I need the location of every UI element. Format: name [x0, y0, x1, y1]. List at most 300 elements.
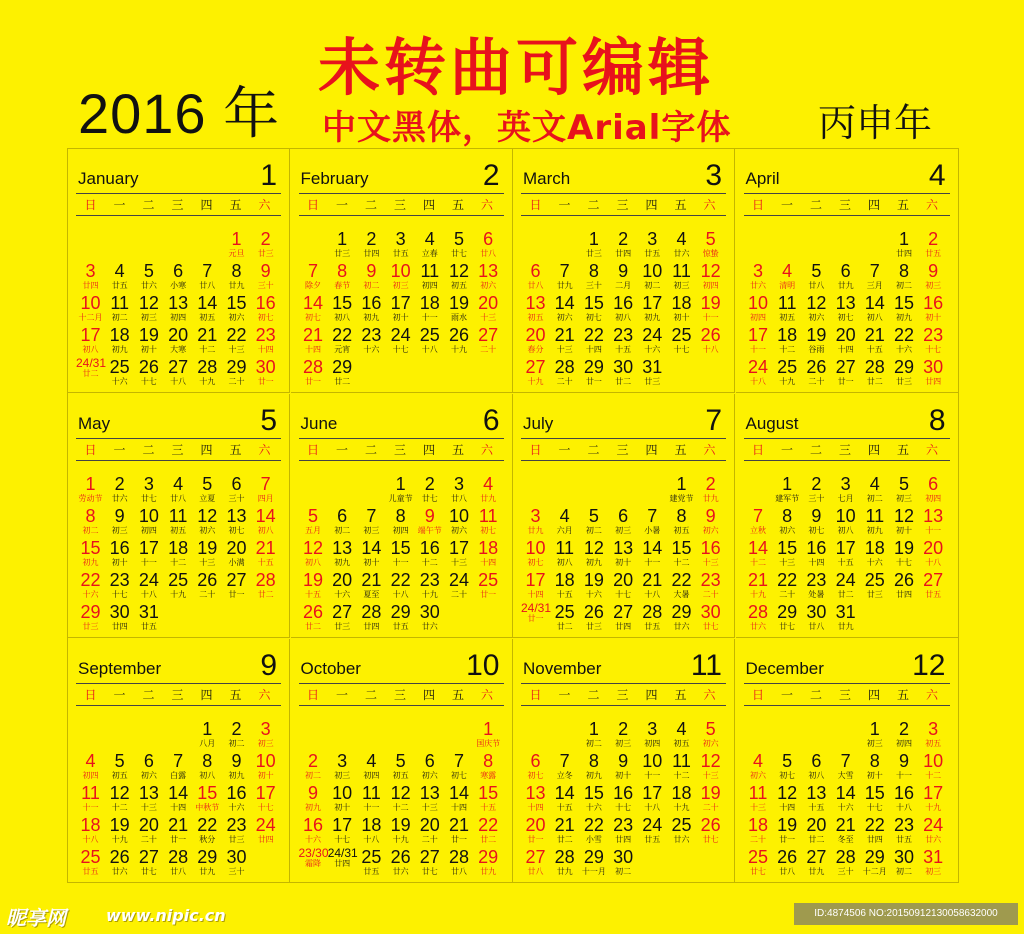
month-number: 1 [260, 159, 277, 192]
day-cell [638, 325, 667, 356]
day-number: 13 [525, 293, 546, 313]
day-number: 21 [255, 538, 276, 558]
day-number: 2 [618, 229, 629, 249]
day-cell [474, 293, 503, 324]
lunar-label: 初九 [363, 313, 380, 322]
day-cell [164, 293, 193, 324]
day-cell [222, 229, 251, 260]
lunar-label: 清明 [779, 281, 796, 290]
day-cell [415, 570, 444, 601]
day-number: 5 [202, 474, 213, 494]
lunar-label: 初五 [527, 313, 544, 322]
month-name: December [745, 659, 824, 678]
day-number: 13 [613, 538, 634, 558]
day-cell [357, 570, 386, 601]
lunar-label: 廿八 [199, 281, 216, 290]
day-cell [164, 847, 193, 878]
month-name: November [523, 659, 602, 678]
day-cell [299, 602, 328, 633]
day-cell [667, 783, 696, 814]
day-cell [474, 261, 503, 292]
day-number: 17 [525, 570, 546, 590]
day-cell [667, 325, 696, 356]
day-cell [134, 357, 163, 388]
divider [299, 438, 504, 439]
day-number: 10 [642, 261, 663, 281]
month-number: 7 [705, 404, 722, 437]
day-number: 21 [747, 570, 769, 590]
day-cell [386, 261, 415, 292]
day-cell [164, 261, 193, 292]
day-cell [579, 751, 608, 782]
lunar-label: 廿三 [257, 249, 274, 258]
weekday-label: 六 [703, 688, 716, 702]
day-number: 21 [835, 815, 856, 835]
day-number: 30 [613, 357, 634, 377]
weekday-label: 一 [113, 688, 126, 702]
day-cell [579, 815, 608, 846]
day-cell [251, 325, 280, 356]
day-number: 1 [337, 229, 348, 249]
day-number: 21 [168, 815, 189, 835]
lunar-label: 初七 [257, 313, 274, 322]
lunar-label: 十六 [837, 803, 854, 812]
lunar-label: 廿三 [644, 377, 661, 386]
day-cell [76, 847, 105, 878]
lunar-label: 廿八 [451, 867, 467, 876]
day-number: 8 [202, 751, 213, 771]
weekday-label: 四 [645, 198, 658, 212]
weekday-header [299, 441, 503, 459]
day-cell [860, 506, 889, 537]
day-cell [919, 357, 948, 388]
day-cell [802, 570, 831, 601]
day-number: 10 [138, 506, 159, 526]
lunar-label: 廿八 [480, 249, 497, 258]
lunar-label: 雨水 [451, 313, 467, 322]
lunar-label: 初三 [673, 281, 690, 290]
day-number: 19 [448, 293, 470, 313]
day-cell [773, 751, 802, 782]
lunar-label: 十三 [480, 313, 497, 322]
day-cell [744, 602, 773, 633]
divider [299, 215, 504, 216]
day-number: 12 [777, 783, 798, 803]
month-number: 12 [912, 649, 946, 682]
day-number: 28 [747, 602, 769, 622]
day-number: 23 [613, 815, 634, 835]
day-cell [919, 847, 948, 878]
lunar-label: 十三 [750, 803, 766, 812]
day-cell [521, 847, 550, 878]
day-number: 9 [307, 783, 318, 803]
day-cell [890, 506, 919, 537]
day-number: 19 [583, 570, 604, 590]
lunar-label: 大寒 [170, 345, 187, 354]
day-cell [222, 783, 251, 814]
lunar-label: 劳动节 [78, 494, 103, 503]
lunar-label: 初六 [702, 739, 719, 748]
day-cell [386, 751, 415, 782]
day-number: 24/31 [76, 356, 107, 370]
weekday-header [299, 686, 503, 704]
day-cell [521, 815, 550, 846]
day-cell [638, 506, 667, 537]
day-cell [105, 602, 134, 633]
day-number: 17 [138, 538, 159, 558]
day-number: 8 [676, 506, 687, 526]
lunar-label: 初三 [257, 739, 274, 748]
day-cell [831, 474, 860, 505]
lunar-label: 初七 [779, 771, 796, 780]
day-cell [550, 261, 579, 292]
day-number: 16 [923, 293, 944, 313]
day-cell [696, 719, 725, 750]
day-number: 24 [390, 325, 411, 345]
day-number: 9 [114, 506, 125, 526]
day-cell [890, 815, 919, 846]
day-number: 17 [80, 325, 101, 345]
day-cell [105, 783, 134, 814]
lunar-label: 三十 [585, 281, 602, 290]
day-number: 1 [588, 229, 599, 249]
day-number: 13 [835, 293, 856, 313]
lunar-label: 廿七 [750, 867, 766, 876]
day-number: 2 [260, 229, 271, 249]
day-number: 22 [671, 570, 692, 590]
divider [744, 460, 950, 461]
day-number: 8 [337, 261, 348, 281]
day-cell [609, 293, 638, 324]
lunar-label: 寒露 [480, 771, 497, 780]
day-cell [193, 506, 222, 537]
lunar-label: 廿八 [451, 494, 467, 503]
day-cell [696, 325, 725, 356]
day-number: 9 [811, 506, 822, 526]
day-number: 27 [835, 357, 856, 377]
day-cell [299, 783, 328, 814]
day-number: 12 [138, 293, 159, 313]
day-cell [638, 751, 667, 782]
weekday-label: 六 [258, 198, 271, 212]
day-number: 6 [483, 229, 494, 249]
day-cell [521, 783, 550, 814]
lunar-label: 十七 [334, 835, 351, 844]
lunar-label: 十一 [925, 526, 942, 535]
day-number: 18 [671, 293, 692, 313]
day-number: 14 [448, 783, 470, 803]
weekday-label: 日 [751, 443, 764, 457]
day-number: 3 [840, 474, 851, 494]
lunar-label: 廿五 [140, 622, 157, 631]
lunar-label: 初三 [896, 494, 912, 503]
weekday-label: 三 [616, 198, 629, 212]
red-subtitle: 中文黑体，英文Arial字体 [322, 108, 732, 148]
lunar-label: 廿五 [644, 249, 661, 258]
day-number: 23 [806, 570, 827, 590]
day-number: 13 [226, 506, 247, 526]
day-number: 14 [554, 293, 575, 313]
day-cell [860, 474, 889, 505]
day-cell [860, 815, 889, 846]
day-number: 29 [864, 847, 885, 867]
day-number: 19 [700, 783, 721, 803]
day-number: 12 [700, 751, 721, 771]
day-number: 23 [419, 570, 440, 590]
lunar-label: 初八 [866, 313, 883, 322]
month-number: 6 [482, 404, 500, 437]
lunar-label: 廿九 [480, 867, 497, 876]
day-cell [251, 815, 280, 846]
month-november [513, 639, 735, 883]
lunar-label: 十三 [702, 771, 719, 780]
day-number: 23 [613, 325, 634, 345]
day-cell [76, 538, 105, 569]
weekday-label: 四 [200, 688, 213, 702]
day-number: 27 [332, 602, 353, 622]
day-cell [474, 815, 503, 846]
day-number: 7 [173, 751, 184, 771]
day-cell [550, 602, 579, 633]
day-number: 22 [226, 325, 247, 345]
lunar-label: 廿九 [808, 867, 825, 876]
day-number: 27 [138, 847, 159, 867]
day-number: 15 [583, 783, 604, 803]
day-number: 8 [395, 506, 406, 526]
day-number: 21 [361, 570, 382, 590]
weekday-label: 六 [925, 198, 938, 212]
day-number: 19 [700, 293, 721, 313]
lunar-label: 十七 [392, 345, 409, 354]
day-number: 5 [114, 751, 125, 771]
lunar-label: 初二 [228, 739, 245, 748]
day-cell [134, 602, 163, 633]
day-number: 20 [332, 570, 353, 590]
day-cell [299, 538, 328, 569]
lunar-label: 十六 [585, 590, 602, 599]
day-cell [860, 538, 889, 569]
weekday-label: 五 [896, 688, 909, 702]
month-number: 5 [260, 404, 277, 437]
divider [76, 683, 281, 684]
day-number: 18 [109, 325, 130, 345]
day-number: 17 [835, 538, 856, 558]
day-number: 18 [361, 815, 382, 835]
lunar-label: 十五 [556, 803, 573, 812]
day-number: 17 [642, 783, 663, 803]
day-cell [328, 847, 357, 878]
lunar-label: 十一 [896, 771, 912, 780]
day-number: 3 [85, 261, 96, 281]
day-cell [474, 751, 503, 782]
lunar-label: 廿三 [585, 622, 602, 631]
day-cell [696, 570, 725, 601]
day-cell [550, 847, 579, 878]
lunar-label: 初五 [451, 281, 467, 290]
day-cell [222, 357, 251, 388]
day-cell [638, 719, 667, 750]
day-number: 20 [923, 538, 944, 558]
day-number: 18 [80, 815, 101, 835]
lunar-label: 十九 [925, 803, 942, 812]
lunar-label: 初三 [392, 281, 409, 290]
day-number: 11 [362, 783, 381, 803]
weekday-header [744, 686, 948, 704]
day-cell [134, 474, 163, 505]
day-number: 28 [448, 847, 470, 867]
weekday-header [521, 441, 725, 459]
day-number: 6 [337, 506, 348, 526]
weekday-label: 一 [558, 198, 571, 212]
lunar-label: 廿四 [363, 249, 380, 258]
weekday-label: 二 [809, 198, 822, 212]
day-number: 15 [864, 783, 885, 803]
day-number: 9 [231, 751, 242, 771]
day-number: 19 [806, 325, 827, 345]
day-cell [831, 570, 860, 601]
day-cell [802, 815, 831, 846]
day-cell [415, 815, 444, 846]
day-number: 26 [700, 815, 721, 835]
day-cell [251, 293, 280, 324]
lunar-label: 初五 [673, 739, 690, 748]
lunar-label: 十二 [673, 771, 690, 780]
lunar-label: 廿六 [392, 867, 409, 876]
day-number: 15 [478, 783, 499, 803]
day-cell [890, 847, 919, 878]
lunar-label: 廿三 [866, 590, 883, 599]
day-number: 8 [898, 261, 909, 281]
lunar-label: 廿二 [837, 590, 854, 599]
day-cell [76, 357, 105, 388]
lunar-label: 初九 [896, 313, 912, 322]
day-cell [299, 570, 328, 601]
lunar-label: 初三 [334, 771, 351, 780]
divider [521, 460, 726, 461]
day-number: 23 [893, 815, 915, 835]
day-number: 11 [555, 538, 575, 558]
day-cell [802, 261, 831, 292]
day-number: 1 [676, 474, 687, 494]
day-number: 26 [197, 570, 218, 590]
weekday-label: 三 [616, 688, 629, 702]
day-cell [860, 783, 889, 814]
day-cell [445, 293, 474, 324]
day-number: 6 [231, 474, 242, 494]
day-number: 10 [255, 751, 276, 771]
day-cell [744, 261, 773, 292]
day-cell [802, 325, 831, 356]
lunar-label: 三十 [837, 867, 854, 876]
day-number: 21 [302, 325, 324, 345]
day-number: 1 [483, 719, 494, 739]
day-number: 4 [424, 229, 435, 249]
day-cell [696, 474, 725, 505]
day-number: 21 [554, 815, 575, 835]
day-cell [251, 506, 280, 537]
month-september [68, 639, 290, 883]
day-cell [445, 815, 474, 846]
month-name: March [523, 169, 571, 188]
lunar-label: 廿五 [925, 590, 942, 599]
day-number: 15 [893, 293, 915, 313]
day-cell [445, 847, 474, 878]
weekday-label: 四 [422, 443, 435, 457]
day-number: 24 [747, 357, 769, 377]
day-number: 4 [676, 229, 687, 249]
lunar-label: 十三 [228, 345, 245, 354]
day-cell [357, 602, 386, 633]
day-number: 29 [583, 847, 604, 867]
day-cell [328, 538, 357, 569]
lunar-label: 十三 [451, 558, 467, 567]
day-cell [474, 325, 503, 356]
lunar-label: 十七 [925, 345, 942, 354]
lunar-label: 二十 [702, 590, 719, 599]
month-number: 11 [690, 649, 722, 682]
day-cell [193, 570, 222, 601]
image-id-bar: ID:4874506 NO:20150912130058632000 [794, 903, 1018, 925]
lunar-label: 小雪 [585, 835, 602, 844]
day-cell [802, 474, 831, 505]
lunar-label: 初二 [585, 739, 602, 748]
day-cell [251, 570, 280, 601]
lunar-label: 十三 [702, 558, 719, 567]
weekday-label: 日 [84, 443, 97, 457]
day-number: 19 [109, 815, 130, 835]
lunar-label: 十八 [82, 835, 99, 844]
watermark-site: www.nipic.cn [106, 906, 226, 925]
day-number: 22 [777, 570, 798, 590]
weekday-label: 一 [113, 198, 126, 212]
day-number: 20 [168, 325, 189, 345]
day-cell [474, 719, 503, 750]
day-number: 23 [700, 570, 721, 590]
day-number: 4 [676, 719, 687, 739]
day-number: 18 [864, 538, 885, 558]
day-cell [328, 325, 357, 356]
day-number: 7 [366, 506, 377, 526]
lunar-label: 十六 [866, 558, 883, 567]
lunar-label: 廿四 [615, 835, 632, 844]
day-cell [667, 751, 696, 782]
lunar-label: 二十 [779, 590, 796, 599]
lunar-label: 小寒 [170, 281, 187, 290]
weekday-label: 三 [838, 688, 851, 702]
day-cell [773, 293, 802, 324]
day-number: 29 [777, 602, 798, 622]
day-number: 11 [478, 506, 498, 526]
day-cell [415, 261, 444, 292]
day-cell [164, 783, 193, 814]
day-cell [919, 538, 948, 569]
lunar-label: 廿八 [808, 281, 825, 290]
day-cell [890, 261, 919, 292]
lunar-label: 初九 [644, 313, 661, 322]
day-cell [609, 815, 638, 846]
lunar-label: 廿六 [673, 835, 690, 844]
day-number: 21 [197, 325, 218, 345]
day-number: 23 [255, 325, 276, 345]
day-number: 6 [173, 261, 184, 281]
lunar-label: 初二 [363, 281, 380, 290]
day-number: 26 [390, 847, 411, 867]
day-number: 18 [168, 538, 189, 558]
day-cell [105, 815, 134, 846]
day-number: 5 [307, 506, 318, 526]
day-number: 17 [255, 783, 276, 803]
lunar-label: 廿四 [111, 622, 128, 631]
